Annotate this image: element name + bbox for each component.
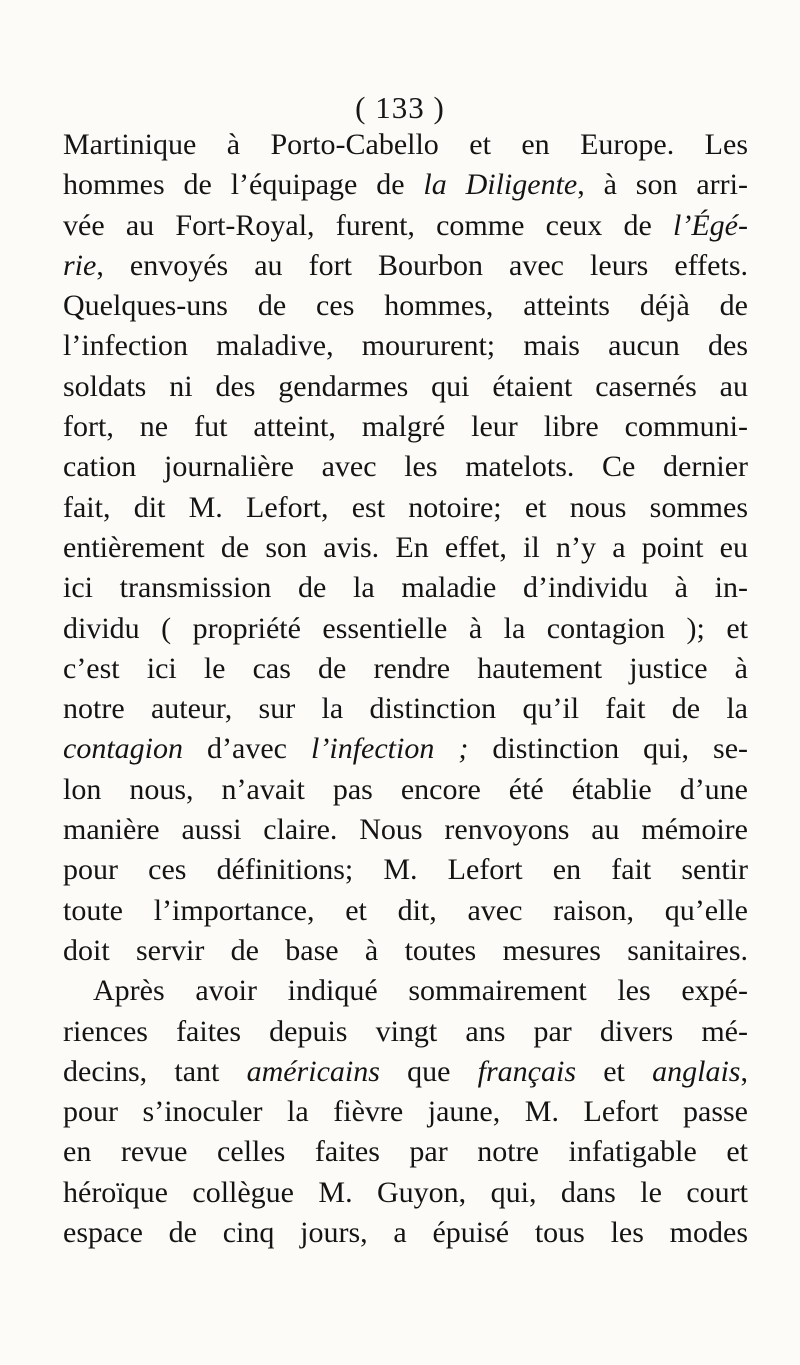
text-segment: , à son arri- [577, 168, 748, 202]
text-line [63, 1012, 748, 1052]
text-line [63, 689, 748, 729]
text-segment: Quelques-uns de ces hommes, atteints déjà de [63, 289, 748, 323]
text-segment: héroïque collègue M. Guyon, qui, dans le court [63, 1175, 748, 1209]
text-line [63, 609, 748, 649]
text-segment: fait, dit M. Lefort, est notoire; et nous sommes [63, 490, 748, 524]
text-segment: hommes de l’équipage de [63, 168, 424, 202]
text-line [63, 850, 748, 890]
text-segment: soldats ni des gendarmes qui étaient casernés au [63, 369, 748, 403]
term-italic: l’infection ; [311, 732, 469, 766]
page-number: ( 133 ) [355, 90, 445, 125]
text-line [63, 931, 748, 971]
text-segment: Martinique à Porto-Cabello et en Europe. Les [63, 128, 748, 161]
text-line [63, 367, 748, 407]
text-line [63, 1213, 748, 1253]
text-segment: vée au Fort-Royal, furent, comme ceux de [63, 208, 674, 242]
text-segment: l’infection maladive, moururent; mais aucun des [63, 329, 748, 363]
text-segment: riences faites depuis vingt ans par divers mé- [63, 1014, 748, 1048]
body-text [63, 125, 748, 1253]
text-segment: decins, tant [63, 1054, 247, 1088]
text-segment: toute l’importance, et dit, avec raison, qu’elle [63, 893, 748, 927]
text-segment: , [740, 1054, 748, 1088]
ship-name-italic: rie [63, 248, 97, 282]
text-segment: que [379, 1054, 478, 1088]
text-segment: pour s’inoculer la fièvre jaune, M. Lefort passe [63, 1095, 748, 1129]
text-segment: , envoyés au fort Bourbon avec leurs effets. [96, 248, 748, 282]
text-segment: Après avoir indiqué sommairement les expé- [93, 974, 748, 1008]
text-line [63, 1173, 748, 1213]
text-line [63, 206, 748, 246]
text-line [63, 326, 748, 366]
text-segment: c’est ici le cas de rendre hautement justice à [63, 651, 748, 685]
text-line [63, 447, 748, 487]
text-line [63, 810, 748, 850]
text-segment: espace de cinq jours, a épuisé tous les modes [63, 1216, 748, 1250]
text-segment: dividu ( propriété essentielle à la contagion ); et [63, 611, 748, 645]
term-italic: anglais [652, 1054, 741, 1088]
text-line [63, 286, 748, 326]
text-line [63, 125, 748, 165]
text-segment: manière aussi claire. Nous renvoyons au mémoire [63, 813, 748, 847]
text-line [63, 528, 748, 568]
text-line [63, 1052, 748, 1092]
text-line [63, 770, 748, 810]
ship-name-italic: l’Égé- [673, 208, 748, 242]
text-line [63, 1132, 748, 1172]
text-segment: fort, ne fut atteint, malgré leur libre communi- [63, 410, 748, 444]
text-line [63, 729, 748, 769]
text-segment: d’avec [183, 732, 312, 766]
text-line [63, 246, 748, 286]
text-segment: lon nous, n’avait pas encore été établie d’une [63, 772, 748, 806]
term-italic: français [477, 1054, 577, 1088]
text-line [63, 568, 748, 608]
text-line [63, 407, 748, 447]
text-segment: cation journalière avec les matelots. Ce dernier [63, 450, 748, 484]
text-segment: notre auteur, sur la distinction qu’il fait de la [63, 692, 748, 726]
text-segment: pour ces définitions; M. Lefort en fait sentir [63, 853, 748, 887]
text-line [63, 1092, 748, 1132]
text-segment: en revue celles faites par notre infatigable et [63, 1135, 748, 1169]
text-segment: ici transmission de la maladie d’individu à in- [63, 571, 748, 605]
text-segment: doit servir de base à toutes mesures sanitaires. [63, 933, 748, 967]
text-segment: et [576, 1054, 653, 1088]
text-line [63, 165, 748, 205]
text-segment: distinction qui, se- [468, 732, 748, 766]
text-line [63, 649, 748, 689]
ship-name-italic: la Diligente [423, 168, 578, 202]
text-line [63, 488, 748, 528]
term-italic: américains [246, 1054, 380, 1088]
term-italic: contagion [63, 732, 183, 766]
text-line [63, 971, 748, 1011]
text-line [63, 891, 748, 931]
text-segment: entièrement de son avis. En effet, il n’y a point eu [63, 530, 748, 564]
